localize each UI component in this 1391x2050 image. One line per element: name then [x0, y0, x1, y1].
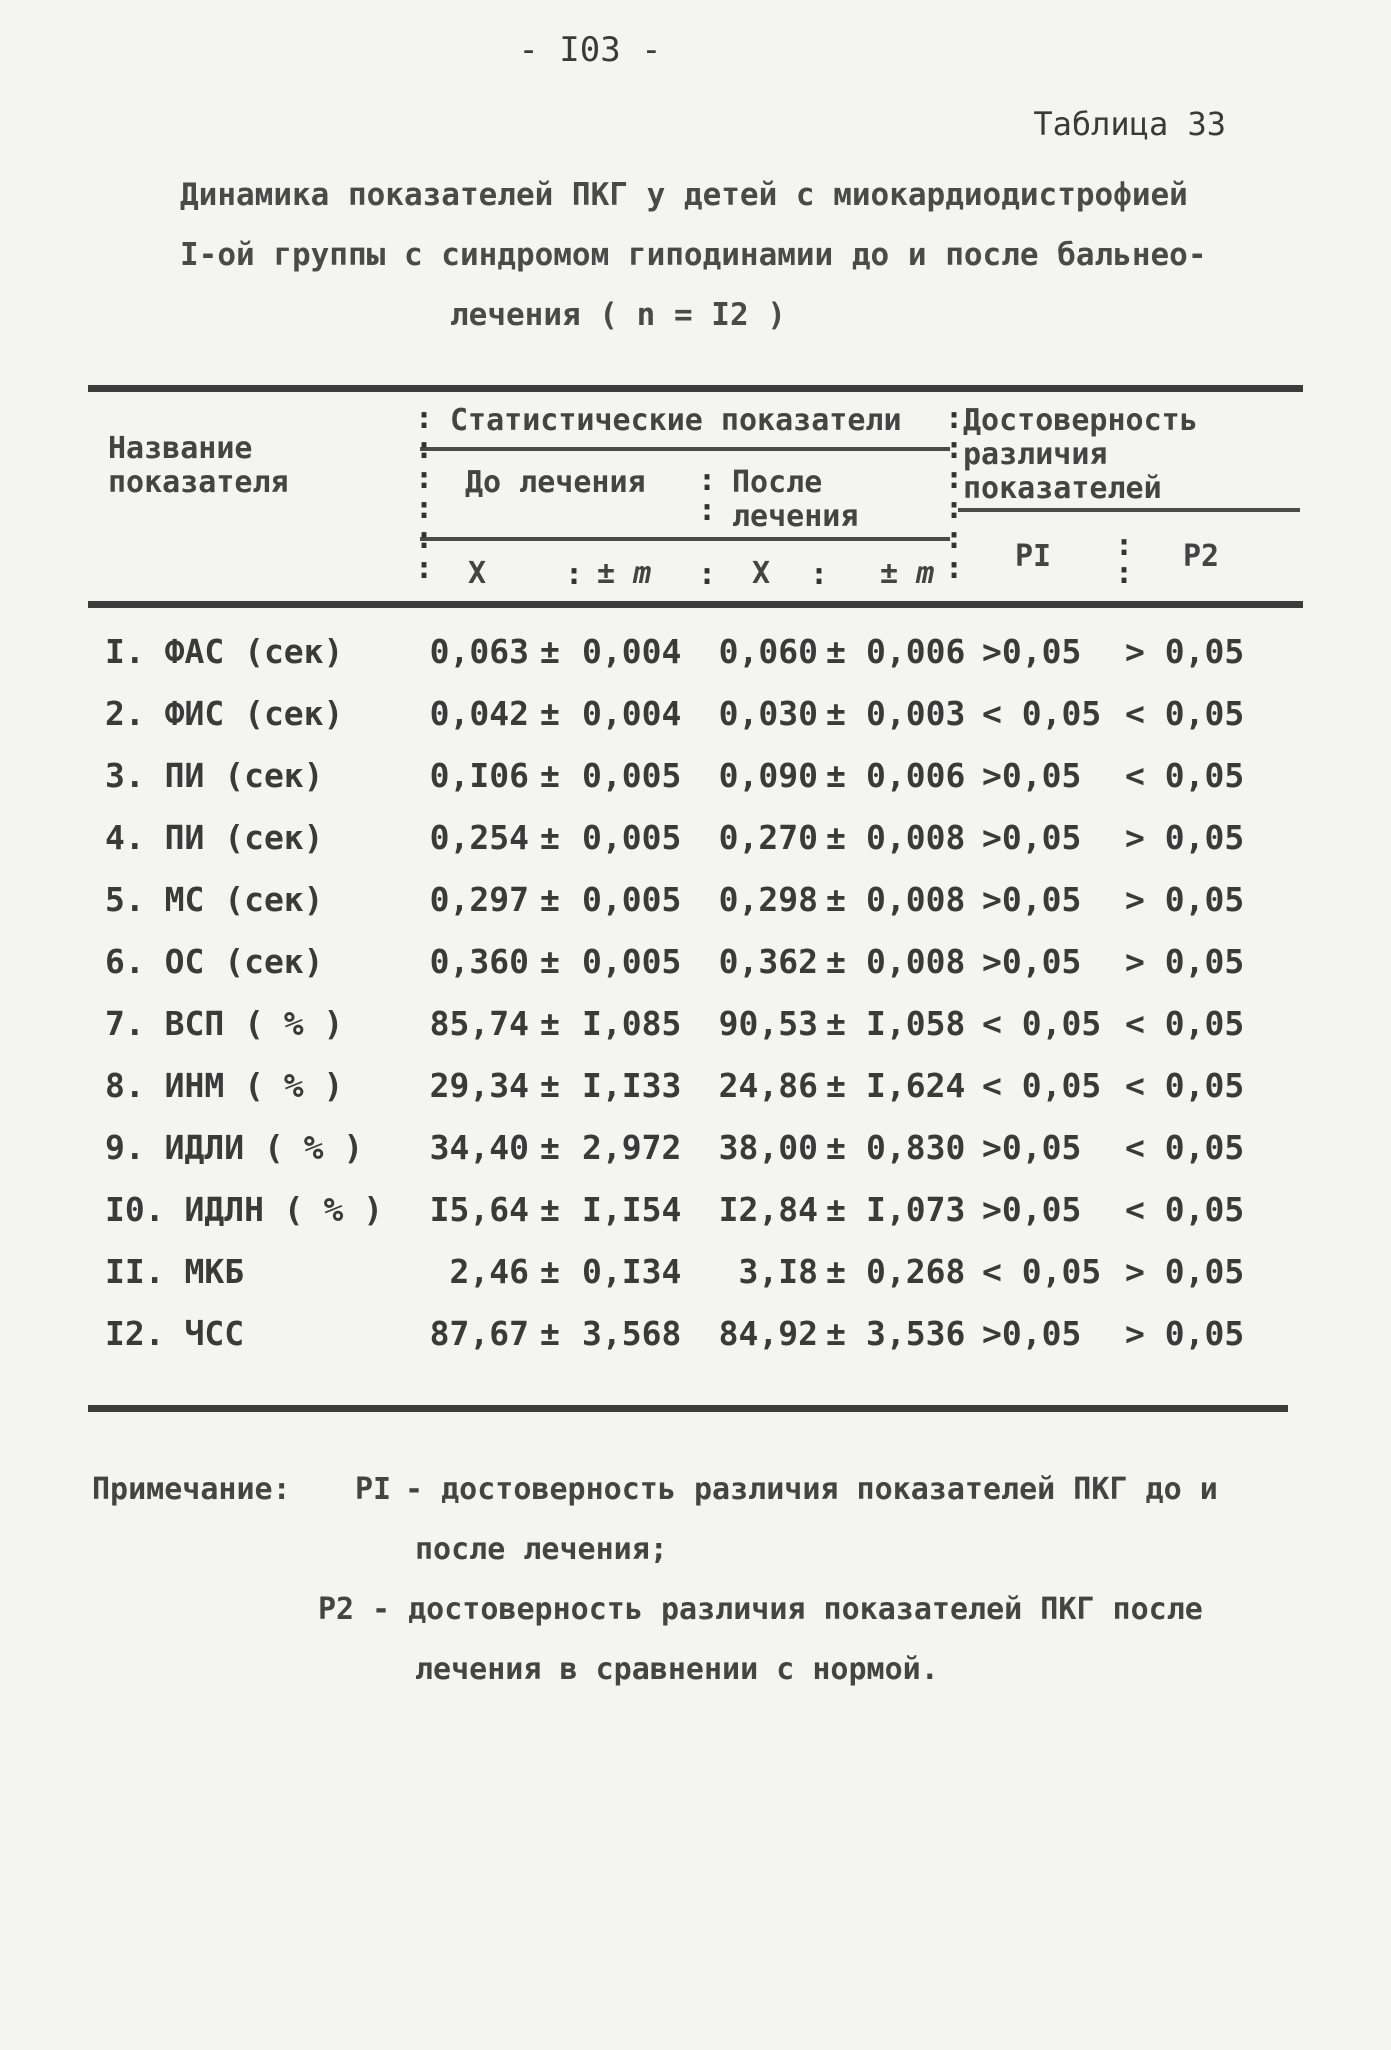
- row-name: II. МКБ: [105, 1252, 245, 1291]
- row-m-before: 0,005: [582, 942, 682, 981]
- column-separator: : :: [1115, 528, 1134, 591]
- header-reliability: Достоверность различия показателей: [963, 403, 1198, 506]
- row-p1: >0,05: [982, 756, 1082, 795]
- table-row: [0, 632, 1391, 682]
- column-separator: : : : : : :: [945, 401, 964, 586]
- row-pm-before: ±: [540, 880, 560, 919]
- row-x-after: 0,362: [718, 942, 818, 981]
- row-m-after: 0,008: [866, 818, 966, 857]
- row-p1: >0,05: [982, 942, 1082, 981]
- row-p2: < 0,05: [1125, 1190, 1245, 1229]
- row-p1: < 0,05: [982, 1004, 1102, 1043]
- row-x-before: I5,64: [429, 1190, 529, 1229]
- row-x-before: 0,042: [429, 694, 529, 733]
- row-pm-after: ±: [826, 942, 846, 981]
- row-pm-before: ±: [540, 632, 560, 671]
- row-pm-before: ±: [540, 818, 560, 857]
- row-x-before: 0,063: [429, 632, 529, 671]
- note-label: Примечание:: [92, 1472, 291, 1507]
- header-m-after: ± m: [880, 556, 935, 591]
- row-m-after: 0,006: [866, 632, 966, 671]
- row-m-before: I,085: [582, 1004, 682, 1043]
- row-x-after: 90,53: [718, 1004, 818, 1043]
- row-name: 3. ПИ (сек): [105, 756, 324, 795]
- row-pm-after: ±: [826, 694, 846, 733]
- row-x-before: 29,34: [429, 1066, 529, 1105]
- row-p1: >0,05: [982, 1190, 1082, 1229]
- row-m-before: 0,004: [582, 632, 682, 671]
- row-name: I2. ЧСС: [105, 1314, 245, 1353]
- row-p2: > 0,05: [1125, 1314, 1245, 1353]
- row-p2: > 0,05: [1125, 880, 1245, 919]
- table-top-rule: [88, 385, 1303, 392]
- row-pm-before: ±: [540, 1066, 560, 1105]
- row-m-before: 0,005: [582, 880, 682, 919]
- row-m-after: I,624: [866, 1066, 966, 1105]
- stats-subheader-rule: [420, 447, 950, 451]
- row-x-after: 38,00: [718, 1128, 818, 1167]
- row-m-before: I,I33: [582, 1066, 682, 1105]
- row-x-after: 0,030: [718, 694, 818, 733]
- row-p2: < 0,05: [1125, 1066, 1245, 1105]
- note-p1-text-line2: после лечения;: [415, 1532, 668, 1567]
- table-bottom-rule: [88, 1405, 1288, 1412]
- row-x-before: 87,67: [429, 1314, 529, 1353]
- row-x-after: 3,I8: [738, 1252, 818, 1291]
- table-caption: [180, 165, 1240, 345]
- row-p1: >0,05: [982, 818, 1082, 857]
- row-pm-after: ±: [826, 632, 846, 671]
- row-pm-before: ±: [540, 694, 560, 733]
- row-m-before: I,I54: [582, 1190, 682, 1229]
- header-before: До лечения: [465, 465, 646, 500]
- row-x-after: 0,060: [718, 632, 818, 671]
- row-name: 9. ИДЛИ ( % ): [105, 1128, 364, 1167]
- table-row: [0, 818, 1391, 868]
- row-pm-after: ±: [826, 818, 846, 857]
- row-p1: >0,05: [982, 1314, 1082, 1353]
- header-p2: P2: [1183, 539, 1220, 574]
- row-x-before: 85,74: [429, 1004, 529, 1043]
- row-pm-before: ±: [540, 1252, 560, 1291]
- row-name: I. ФАС (сек): [105, 632, 344, 671]
- note-p1-symbol: PI: [355, 1472, 392, 1507]
- header-indicator: Название показателя: [108, 431, 289, 500]
- row-p2: < 0,05: [1125, 694, 1245, 733]
- page-number: - I03 -: [518, 30, 662, 70]
- row-name: 4. ПИ (сек): [105, 818, 324, 857]
- column-separator: : :: [698, 463, 717, 528]
- row-m-before: 0,005: [582, 756, 682, 795]
- caption-line-1: Динамика показателей ПКГ у детей с миокардиодистрофией: [180, 177, 1188, 213]
- table-row: [0, 880, 1391, 930]
- row-pm-before: ±: [540, 1314, 560, 1353]
- reliability-subheader-rule: [958, 508, 1300, 512]
- row-p2: < 0,05: [1125, 1004, 1245, 1043]
- row-x-before: 0,297: [429, 880, 529, 919]
- row-x-after: 0,270: [718, 818, 818, 857]
- row-pm-after: ±: [826, 1252, 846, 1291]
- row-x-before: 0,254: [429, 818, 529, 857]
- row-m-after: 0,008: [866, 880, 966, 919]
- table-row: [0, 1004, 1391, 1054]
- row-x-after: I2,84: [718, 1190, 818, 1229]
- row-p1: >0,05: [982, 632, 1082, 671]
- group-subheader-rule: [420, 537, 950, 541]
- note-p2-text-line1: - достоверность различия показателей ПКГ после: [372, 1592, 1203, 1627]
- row-m-before: 0,004: [582, 694, 682, 733]
- row-m-after: I,058: [866, 1004, 966, 1043]
- note-p2-symbol: P2: [318, 1592, 355, 1627]
- row-pm-before: ±: [540, 756, 560, 795]
- row-x-after: 0,090: [718, 756, 818, 795]
- row-name: 7. ВСП ( % ): [105, 1004, 344, 1043]
- row-m-after: 0,006: [866, 756, 966, 795]
- row-m-after: 0,268: [866, 1252, 966, 1291]
- row-p1: >0,05: [982, 880, 1082, 919]
- row-p2: < 0,05: [1125, 756, 1245, 795]
- column-separator: :: [810, 557, 829, 592]
- row-pm-before: ±: [540, 942, 560, 981]
- row-pm-after: ±: [826, 880, 846, 919]
- row-x-after: 24,86: [718, 1066, 818, 1105]
- table-label: Таблица 33: [1033, 105, 1226, 143]
- row-p1: >0,05: [982, 1128, 1082, 1167]
- header-x-before: X: [468, 556, 487, 591]
- row-p1: < 0,05: [982, 694, 1102, 733]
- row-pm-after: ±: [826, 756, 846, 795]
- row-name: I0. ИДЛН ( % ): [105, 1190, 384, 1229]
- header-stats: Статистические показатели: [450, 403, 902, 438]
- table-row: [0, 1066, 1391, 1116]
- row-p1: < 0,05: [982, 1066, 1102, 1105]
- row-m-after: 0,008: [866, 942, 966, 981]
- note-p1-text-line1: - достоверность различия показателей ПКГ до и: [405, 1472, 1218, 1507]
- row-m-before: 0,I34: [582, 1252, 682, 1291]
- row-name: 2. ФИС (сек): [105, 694, 344, 733]
- table-row: [0, 756, 1391, 806]
- row-x-after: 84,92: [718, 1314, 818, 1353]
- table-row: [0, 1252, 1391, 1302]
- column-separator: :: [698, 557, 717, 592]
- row-pm-after: ±: [826, 1128, 846, 1167]
- column-separator: : : : : : :: [415, 401, 434, 586]
- row-p2: < 0,05: [1125, 1128, 1245, 1167]
- row-pm-after: ±: [826, 1314, 846, 1353]
- row-x-before: 0,360: [429, 942, 529, 981]
- header-x-after: X: [752, 556, 771, 591]
- row-x-after: 0,298: [718, 880, 818, 919]
- row-p2: > 0,05: [1125, 632, 1245, 671]
- row-pm-after: ±: [826, 1004, 846, 1043]
- row-x-before: 0,I06: [429, 756, 529, 795]
- row-pm-before: ±: [540, 1128, 560, 1167]
- row-p2: > 0,05: [1125, 942, 1245, 981]
- header-after: После лечения: [732, 465, 859, 534]
- row-name: 5. МС (сек): [105, 880, 324, 919]
- row-m-after: 3,536: [866, 1314, 966, 1353]
- row-m-after: 0,830: [866, 1128, 966, 1167]
- row-name: 6. ОС (сек): [105, 942, 324, 981]
- table-row: [0, 1190, 1391, 1240]
- table-row: [0, 1314, 1391, 1364]
- table-row: [0, 942, 1391, 992]
- caption-line-3: лечения ( n = I2 ): [450, 297, 786, 333]
- header-p1: PI: [1015, 539, 1052, 574]
- row-pm-after: ±: [826, 1190, 846, 1229]
- note-p2-text-line2: лечения в сравнении с нормой.: [415, 1652, 939, 1687]
- row-p2: > 0,05: [1125, 818, 1245, 857]
- row-m-after: I,073: [866, 1190, 966, 1229]
- table-row: [0, 1128, 1391, 1178]
- row-pm-after: ±: [826, 1066, 846, 1105]
- row-x-before: 2,46: [449, 1252, 529, 1291]
- header-m-before: ± m: [597, 556, 652, 591]
- row-m-before: 0,005: [582, 818, 682, 857]
- column-separator: :: [565, 557, 584, 592]
- header-bottom-rule: [88, 601, 1303, 608]
- caption-line-2: I-ой группы с синдромом гиподинамии до и после бальнео-: [180, 237, 1207, 273]
- table-row: [0, 694, 1391, 744]
- row-p1: < 0,05: [982, 1252, 1102, 1291]
- row-m-before: 3,568: [582, 1314, 682, 1353]
- row-m-before: 2,972: [582, 1128, 682, 1167]
- row-p2: > 0,05: [1125, 1252, 1245, 1291]
- row-pm-before: ±: [540, 1004, 560, 1043]
- row-x-before: 34,40: [429, 1128, 529, 1167]
- row-pm-before: ±: [540, 1190, 560, 1229]
- row-m-after: 0,003: [866, 694, 966, 733]
- row-name: 8. ИНМ ( % ): [105, 1066, 344, 1105]
